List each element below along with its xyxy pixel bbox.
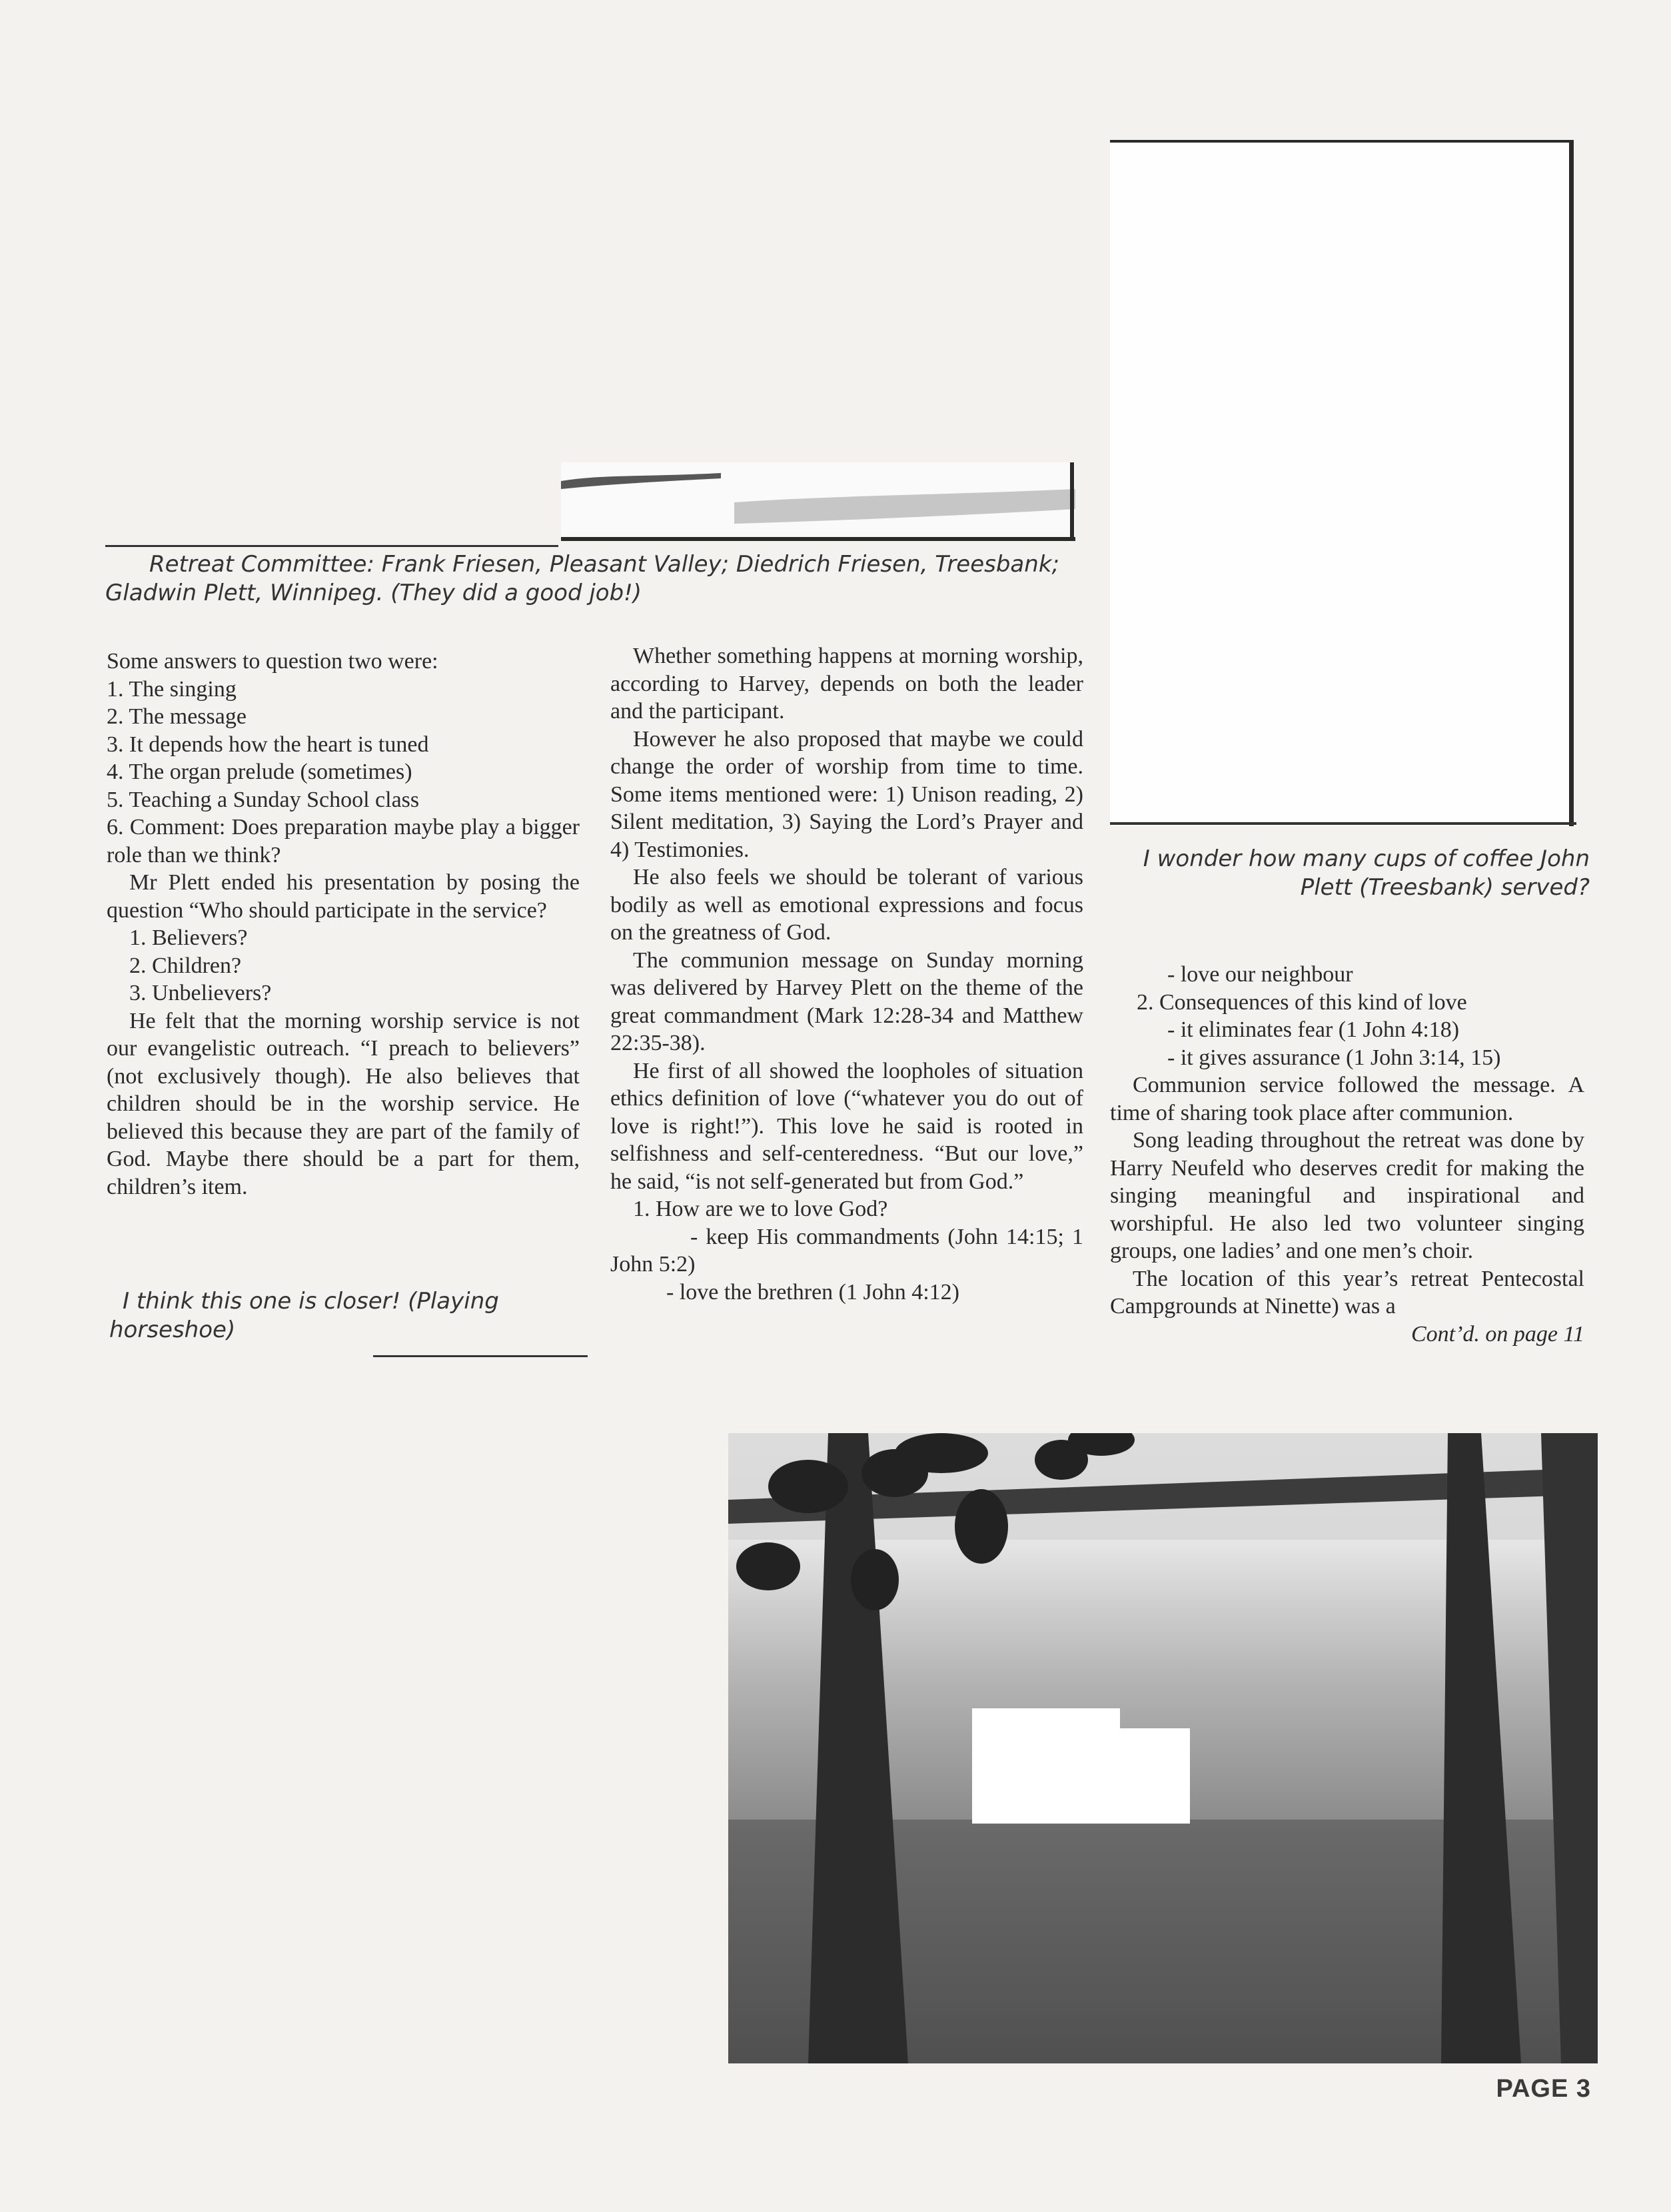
answer-item: 5. Teaching a Sunday School class (107, 787, 420, 812)
answer-item: 2. The message (107, 704, 247, 729)
coffee-photo (1110, 140, 1574, 826)
continued-note: Cont’d. on page 11 (1410, 1321, 1584, 1347)
paragraph: Communion service followed the message. A time of sharing took place after communion. (1110, 1073, 1584, 1125)
list-item: - it gives assurance (1 John 3:14, 15) (1167, 1045, 1501, 1070)
column-3 (1110, 961, 1584, 1348)
committee-caption: Retreat Committee: Frank Friesen, Pleasant Valley; Diedrich Friesen, Treesbank; Gladwin Plett, Winnipeg. (They did a good job!) (105, 551, 1059, 606)
paragraph: The location of this year’s retreat Pentecostal Campgrounds at Ninette) was a (1110, 1266, 1584, 1319)
answer-item: 3. It depends how the heart is tuned (107, 732, 429, 757)
list-item: - it eliminates fear (1 John 4:18) (1167, 1017, 1460, 1042)
answer-item: 4. The organ prelude (sometimes) (107, 760, 412, 784)
felt-paragraph: He felt that the morning worship service is not our evangelistic outreach. “I preach to believers” (not exclusively though). He also believes that children should be in the worship service. He believed this because they are part of the family of God. Maybe there should be a part for them, children’s item. (107, 1008, 580, 1199)
participant-item: 1. Believers? (129, 925, 248, 950)
participant-item: 3. Unbelievers? (129, 981, 272, 1005)
list-item: - love the brethren (1 John 4:12) (666, 1279, 959, 1305)
lake-photo (728, 1433, 1598, 2063)
answer-item: 6. Comment: Does preparation maybe play a bigger role than we think? (107, 815, 580, 867)
column-1 (107, 648, 580, 1201)
column-2 (610, 642, 1083, 1306)
paragraph: He first of all showed the loopholes of situation ethics definition of love (“whatever you do out of love is right!”). This love he said is rooted in selfishness and self-centeredness. “But our love,” he said, “is not self-generated but from God.” (610, 1058, 1083, 1194)
answers-intro: Some answers to question two were: (107, 649, 438, 674)
list-item: - love our neighbour (1167, 962, 1353, 987)
list-item: 2. Consequences of this kind of love (1137, 989, 1467, 1015)
caption-rule-horseshoe (373, 1355, 588, 1357)
committee-photo (561, 462, 1075, 541)
caption-rule-top (105, 545, 558, 547)
paragraph: Whether something happens at morning worship, according to Harvey, depends on both the leader and the participant. (610, 644, 1083, 724)
list-item: 1. How are we to love God? (633, 1197, 888, 1221)
list-item: - keep His commandments (John 14:15; 1 John 5:2) (610, 1224, 1083, 1277)
page-number: PAGE 3 (1496, 2075, 1591, 2103)
question-paragraph: Mr Plett ended his presentation by posing the question “Who should participate in the service? (107, 870, 580, 923)
coffee-photo-bottom-rule (1110, 822, 1576, 825)
paragraph: Song leading throughout the retreat was done by Harry Neufeld who deserves credit for making the singing meaningful and inspirational and worshipful. He also led two volunteer singing groups, one ladies’ and one men’s choir. (1110, 1128, 1584, 1263)
answer-item: 1. The singing (107, 676, 237, 702)
horseshoe-caption: I think this one is closer! (Playing horseshoe) (109, 1288, 499, 1343)
paragraph: He also feels we should be tolerant of various bodily as well as emotional expressions and focus on the greatness of God. (610, 865, 1083, 945)
participant-item: 2. Children? (129, 953, 242, 978)
paragraph: The communion message on Sunday morning was delivered by Harvey Plett on the theme of the great commandment (Mark 12:28-34 and Matthew 22:35-38). (610, 947, 1083, 1055)
coffee-caption: I wonder how many cups of coffee John Plett (Treesbank) served? (1143, 845, 1590, 901)
paragraph: However he also proposed that maybe we could change the order of worship from time to time. Some items mentioned were: 1) Unison reading, 2) Silent meditation, 3) Saying the Lord’s Prayer and 4) Testimonies. (610, 726, 1083, 862)
